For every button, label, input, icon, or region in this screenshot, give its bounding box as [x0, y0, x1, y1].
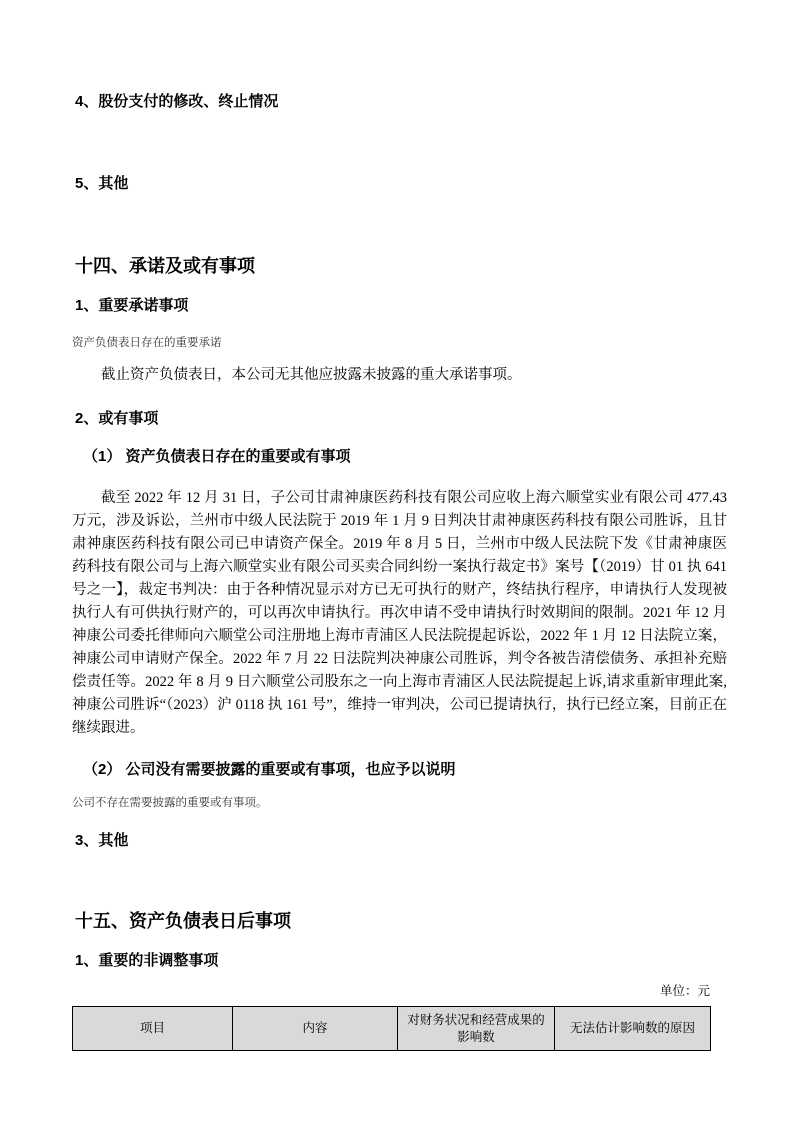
heading-contingencies-item2: （2） 公司没有需要披露的重要或有事项，也应予以说明 — [83, 761, 456, 778]
table-header-financial-impact: 对财务状况和经营成果的影响数 — [398, 1007, 555, 1051]
heading-other-5: 5、其他 — [75, 175, 129, 192]
heading-non-adjusting-events: 1、重要的非调整事项 — [75, 952, 219, 969]
heading-commitments-and-contingencies: 十四、承诺及或有事项 — [75, 256, 255, 276]
heading-other-3: 3、其他 — [75, 832, 129, 849]
heading-share-payment-modification: 4、股份支付的修改、终止情况 — [75, 93, 279, 110]
heading-post-balance-sheet-events: 十五、资产负债表日后事项 — [75, 911, 291, 931]
table-header-reason-unestimable: 无法估计影响数的原因 — [555, 1007, 711, 1051]
note-no-contingencies: 公司不存在需要披露的重要或有事项。 — [72, 797, 268, 809]
heading-important-commitments: 1、重要承诺事项 — [75, 297, 189, 314]
heading-contingencies: 2、或有事项 — [75, 410, 159, 427]
table-header-content: 内容 — [233, 1007, 398, 1051]
unit-label: 单位：元 — [659, 984, 710, 998]
table-header-item: 项目 — [73, 1007, 233, 1051]
table-header-row — [73, 1007, 711, 1051]
paragraph-no-other-commitments: 截止资产负债表日，本公司无其他应披露未披露的重大承诺事项。 — [101, 367, 522, 383]
heading-contingencies-item1: （1） 资产负债表日存在的重要或有事项 — [83, 448, 351, 465]
note-balance-sheet-commitments: 资产负债表日存在的重要承诺 — [72, 337, 222, 349]
paragraph-litigation-details: 截至 2022 年 12 月 31 日，子公司甘肃神康医药科技有限公司应收上海六顺堂实业有限公司 477.43 万元，涉及诉讼，兰州市中级人民法院于 2019 年 1 月 9 日判决甘肃神康医药科技有限公司胜诉，且甘肃神康医药科技有限公司已申请资产保全。2019 年 8 月 5 日，兰州市中级人民法院下发《甘肃神康医药科技有限公司与上海六顺堂实业有限公司买卖合同纠纷一案执行裁定书》案号【（2019）甘 01 执 641 号之一】，裁定书判决：由于各种情况显示对方已无可执行的财产，终结执行程序，申请执行人发现被执行人有可供执行财产的，可以再次申请执行。再次申请不受申请执行时效期间的限制。2021 年 12 月神康公司委托律师向六顺堂公司注册地上海市青浦区人民法院提起诉讼，2022 年 1 月 12 日法院立案，神康公司申请财产保全。2022 年 7 月 22 日法院判决神康公司胜诉，判令各被告清偿债务、承担补充赔偿责任等。2022 年 8 月 9 日六顺堂公司股东之一向上海市青浦区人民法院提起上诉,请求重新审理此案,神康公司胜诉“（2023）沪 0118 执 161 号”，维持一审判决，公司已提请执行，执行已经立案，目前正在继续跟进。 — [72, 490, 727, 736]
non-adjusting-events-table — [72, 1006, 711, 1051]
